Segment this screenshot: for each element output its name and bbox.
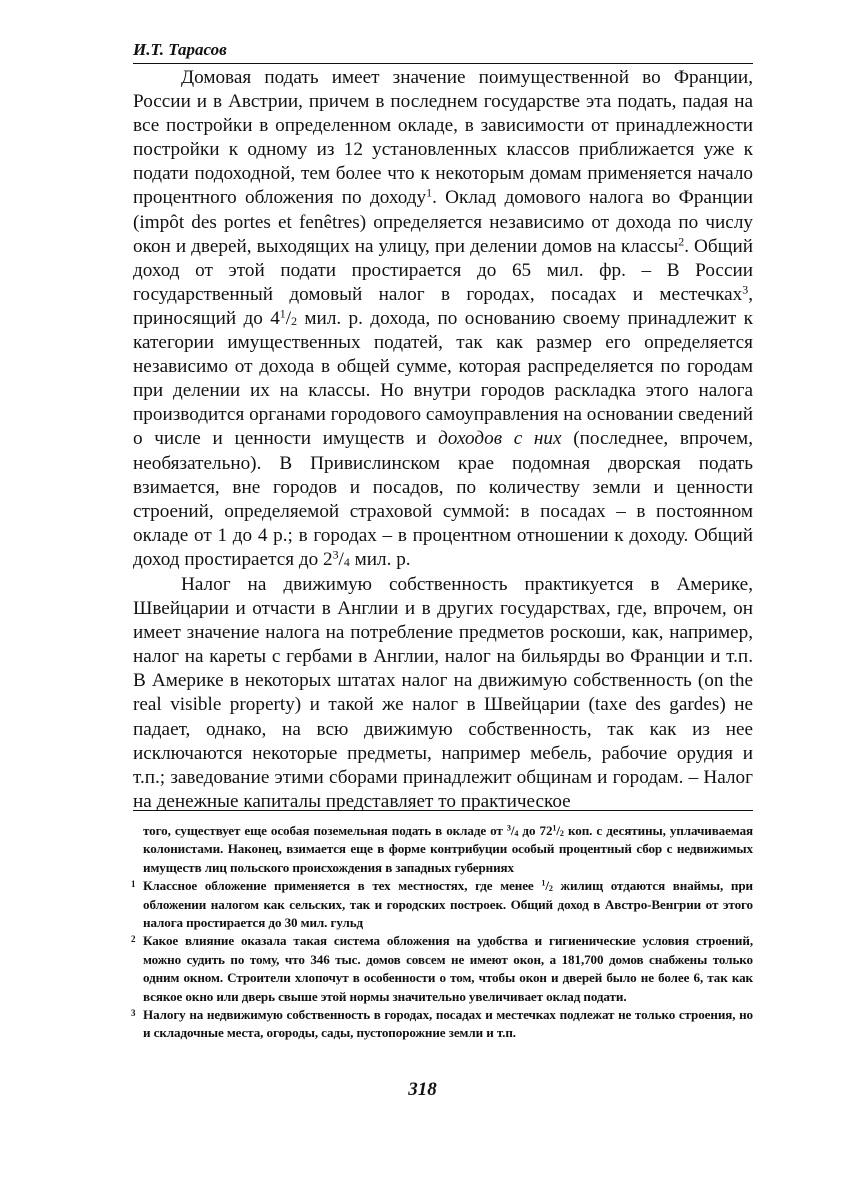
footnote-continuation: того, существует еще особая поземельная подать в окладе от $^3/_4$ до $72^1/_2$ коп. с десятины, уплачиваемая колонистами. Наконец, взимается еще в форме контрибуции особый процентный сбор с недвижимых имуществ лиц польского происхождения в западных губерниях bbox=[143, 823, 753, 875]
paragraph-house-tax: Домовая подать имеет значение поимущественной во Франции, России и в Австрии, причем в последнем государстве эта подать, падая на все постройки в определенном окладе, в зависимости от принадлежности постройки к одному из 12 установленных классов приближается уже к подати подоходной, тем более что к некоторым домам применяется начало процентного обложения по доходу$^1$. Оклад домового налога во Франции (impôt des portes et fenêtres) определяется независимо от дохода по числу окон и дверей, выходящих на улицу, при делении домов на классы$^2$. Общий доход от этой подати простирается до 65 мил. фр. – В России государственный домовый налог в городах, посадах и местечках$^3$, приносящий до $4^1/_2$ мил. р. дохода, по основанию своему принадлежит к категории имущественных податей, так как размер его определяется независимо от дохода в общей сумме, которая распределяется по городам при делении их на классы. Но внутри городов раскладка этого налога производится органами городового самоуправления на основании сведений о числе и ценности имуществ и доходов с них (последнее, впрочем, необязательно). В Привислинском крае подомная дворская подать взимается, вне городов и посадов, по количеству земли и ценности строений, определяемой страховой суммой: в посадах – в постоянном окладе от 1 до 4 р.; в городах – в процентном отношении к доходу. Общий доход простирается до $2^3/_4$ мил. р. bbox=[133, 67, 754, 570]
footnote-divider bbox=[133, 810, 753, 811]
footnote-3: 3 Налогу на недвижимую собственность в городах, посадах и местечках подлежат не только строения, но и складочные места, огороды, сады, пустопорожние земли и т.п. bbox=[133, 1006, 753, 1043]
footnote-mark: 1 bbox=[131, 879, 136, 890]
footnote-2: 2 Какое влияние оказала такая система обложения на удобства и гигиенические условия строений, можно судить по тому, что 346 тыс. домов совсем не имеют окон, а 181,700 домов снабжены только одним окном. Строители хлопочут в особенности о том, чтобы окон и дверей было не более 6, так как всякое окно или дверь свыше этой нормы значительно увеличивает оклад подати. bbox=[133, 932, 753, 1006]
main-text bbox=[133, 66, 753, 814]
paragraph-movable-property: Налог на движимую собственность практикуется в Америке, Швейцарии и отчасти в Англии и в других государствах, где, впрочем, он имеет значение налога на потребление предметов роскоши, как, например, налог на кареты с гербами в Англии, налог на бильярды во Франции и т.п. В Америке в некоторых штатах налог на движимую собственность (on the real visible property) и такой же налог в Швейцарии (taxe des gardes) не падает, однако, на всю движимую собственность, так как из нее исключаются некоторые предметы, например мебель, рабочие орудия и т.п.; заведование этими сборами принадлежит общинам и городам. – Налог на денежные капиталы представляет то практическое bbox=[133, 573, 753, 812]
fraction-one-half: $^1/_2$ bbox=[279, 306, 298, 329]
author-name: И.Т. Тарасов bbox=[133, 40, 227, 59]
footnote-mark: 2 bbox=[131, 934, 136, 945]
page-number: 318 bbox=[408, 1079, 437, 1100]
footnote-mark: 3 bbox=[131, 1008, 136, 1019]
italic-phrase: доходов с них bbox=[438, 428, 562, 450]
fraction: $^1/_2$ bbox=[541, 878, 553, 894]
fraction: $^3/_4$ bbox=[506, 823, 519, 838]
footnote-ref-3: 3 bbox=[742, 282, 749, 297]
running-header bbox=[133, 40, 753, 64]
footnote-1: 1 Классное обложение применяется в тех местностях, где менее $^1/_2$ жилищ отдаются внаймы, при обложении налогом как сельских, так и городских построек. Общий доход в Австро-Венгрии от этого налога простирается до 30 мил. гульд bbox=[133, 877, 753, 932]
footnotes bbox=[133, 822, 753, 1043]
footnote-ref-2: 2 bbox=[678, 234, 685, 249]
fraction: $^1/_2$ bbox=[552, 823, 564, 838]
footnote-ref-1: 1 bbox=[426, 185, 433, 200]
fraction-three-quarters: $^3/_4$ bbox=[332, 547, 350, 570]
